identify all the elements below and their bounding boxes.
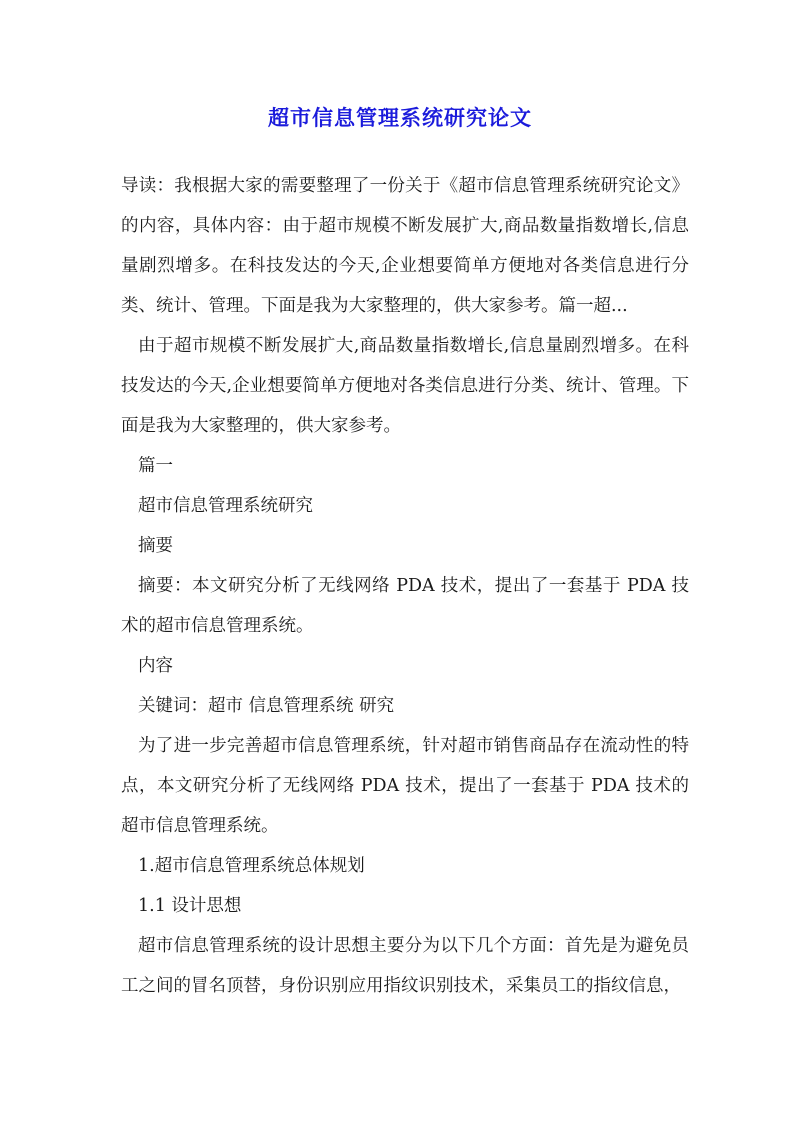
design-idea-paragraph: 超市信息管理系统的设计思想主要分为以下几个方面：首先是为避免员工之间的冒名顶替，身份识别应用指纹识别技术，采集员工的指纹信息， — [121, 936, 689, 996]
paper-title: 超市信息管理系统研究 — [138, 496, 313, 516]
abstract-heading: 摘要 — [138, 536, 173, 556]
keywords-line: 关键词：超市 信息管理系统 研究 — [138, 696, 395, 716]
introduction-paragraph: 为了进一步完善超市信息管理系统，针对超市销售商品存在流动性的特点，本文研究分析了无线网络 PDA 技术，提出了一套基于 PDA 技术的超市信息管理系统。 — [121, 736, 689, 836]
paragraph-background: 由于超市规模不断发展扩大,商品数量指数增长,信息量剧烈增多。在科技发达的今天,企业想要简单方便地对各类信息进行分类、统计、管理。下面是我为大家整理的，供大家参考。 — [121, 336, 689, 436]
abstract-paragraph: 摘要：本文研究分析了无线网络 PDA 技术，提出了一套基于 PDA 技术的超市信息管理系统。 — [121, 576, 689, 636]
section-heading-1-1: 1.1 设计思想 — [138, 896, 242, 916]
section-heading-1: 1.超市信息管理系统总体规划 — [138, 856, 365, 876]
document-body — [121, 166, 689, 1006]
section-heading-part-one: 篇一 — [138, 456, 173, 476]
paragraph-intro: 导读：我根据大家的需要整理了一份关于《超市信息管理系统研究论文》的内容，具体内容：由于超市规模不断发展扩大,商品数量指数增长,信息量剧烈增多。在科技发达的今天,企业想要简单方便地对各类信息进行分类、统计、管理。下面是我为大家整理的，供大家参考。篇一超... — [121, 176, 689, 316]
document-title: 超市信息管理系统研究论文 — [268, 105, 532, 130]
content-heading: 内容 — [138, 656, 173, 676]
